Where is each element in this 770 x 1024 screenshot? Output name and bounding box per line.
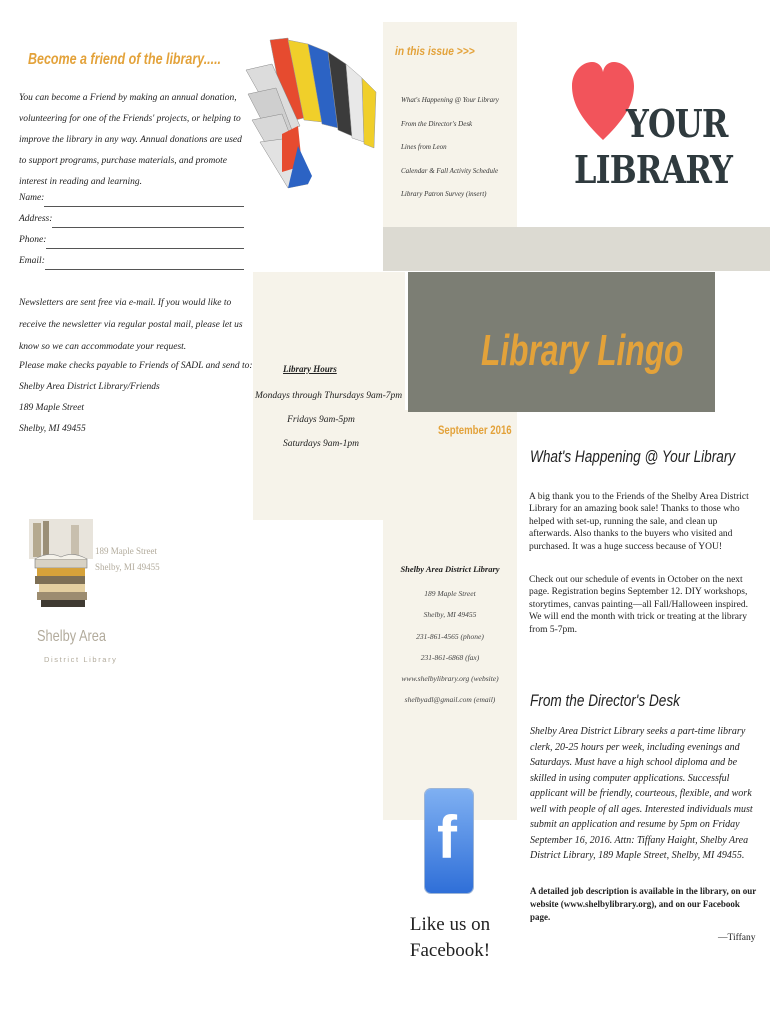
happening-paragraph-1: A big thank you to the Friends of the Shelby Area District Library for an amazing book sale! Thanks to those who helped with set-up, running the sale, and clean up afterwards. Also thanks to the buyers who visited and purchased. It was a huge success because of YOU!: [529, 492, 749, 552]
form-row-address[interactable]: [19, 214, 244, 235]
checks-instructions: [19, 356, 253, 440]
form-label-email: Email:: [19, 256, 45, 266]
membership-form: [19, 193, 244, 277]
in-this-issue-label: in this issue >>>: [395, 44, 475, 58]
logo-subtitle: District Library: [44, 655, 118, 664]
logo-your: YOUR: [626, 101, 728, 146]
facebook-line: Facebook!: [409, 940, 491, 961]
issue-item[interactable]: From the Director's Desk: [401, 119, 473, 128]
checks-line: Please make checks payable to Friends of SADL and send to:: [19, 361, 253, 371]
form-line-email[interactable]: [45, 256, 244, 270]
form-label-name: Name:: [19, 193, 45, 203]
issue-item[interactable]: What's Happening @ Your Library: [401, 96, 499, 104]
form-label-address: Address:: [19, 214, 53, 224]
logo-name: Shelby Area: [37, 628, 107, 645]
gray-band: [383, 227, 770, 271]
contact-line: 231-861-4565 (phone): [416, 631, 484, 641]
director-bold-note: A detailed job description is available in the library, on our website (www.shelbylibrary.org), and on our Facebook page.: [530, 886, 757, 922]
hours-line: Fridays 9am-5pm: [287, 415, 355, 425]
contact-list: [383, 583, 517, 711]
issue-item[interactable]: Calendar & Fall Activity Schedule: [401, 166, 499, 175]
checks-line: Shelby Area District Library/Friends: [19, 382, 160, 392]
director-heading: From the Director's Desk: [530, 691, 680, 710]
facebook-letter: f: [437, 804, 457, 871]
issue-item[interactable]: Library Patron Survey (insert): [401, 190, 487, 198]
email-link[interactable]: shelbyadl@gmail.com (email): [404, 695, 496, 705]
newsletter-note: Newsletters are sent free via e-mail. If you would like to receive the newsletter via regular postal mail, please let us know so we can accommodate your request.: [19, 298, 243, 352]
contact-name: Shelby Area District Library: [400, 564, 500, 574]
form-line-address[interactable]: [52, 214, 244, 228]
contact-line: 231-861-6868 (fax): [420, 652, 480, 662]
mailing-line: Shelby, MI 49455: [95, 562, 160, 572]
director-signature: —Tiffany: [718, 933, 756, 943]
form-row-email[interactable]: [19, 256, 244, 277]
form-label-phone: Phone:: [19, 235, 47, 245]
contact-line: 189 Maple Street: [424, 589, 476, 598]
mailing-address: [95, 543, 160, 575]
mailing-line: 189 Maple Street: [95, 546, 157, 556]
hours-line: Saturdays 9am-1pm: [283, 439, 359, 449]
hours-list: [255, 384, 403, 456]
issue-item[interactable]: Lines from Leon: [401, 143, 447, 151]
form-row-name[interactable]: [19, 193, 244, 214]
website-link[interactable]: www.shelbylibrary.org (website): [401, 674, 499, 684]
contact-line: Shelby, MI 49455: [423, 610, 477, 620]
facebook-icon[interactable]: [425, 789, 473, 893]
form-line-phone[interactable]: [46, 235, 244, 249]
hours-title: Library Hours: [283, 364, 337, 374]
hours-line: Mondays through Thursdays 9am-7pm: [255, 391, 403, 401]
heart-icon: [572, 62, 634, 142]
friends-intro: You can become a Friend by making an annual donation, volunteering for one of the Friends' projects, or helping to improve the library in any way. Annual donations are used to support programs, purchase materials, and promote interest in reading and learning.: [19, 93, 242, 187]
books-stack-image: [242, 30, 382, 190]
checks-line: Shelby, MI 49455: [19, 424, 86, 434]
director-body: Shelby Area District Library seeks a part-time library clerk, 20-25 hours per week, including evenings and Saturdays. Must have a high school diploma and be skilled in using computer applications. Successful applicant will be friendly, courteous, flexible, and work well with people of all ages. Interested individuals must submit an application and resume by 5pm on Friday September 16, 2016. Attn: Tiffany Haight, Shelby Area District Library, 189 Maple Street, Shelby, MI 49455.: [530, 726, 753, 861]
logo-library: LIBRARY: [574, 147, 733, 192]
issue-list: [401, 89, 499, 207]
facebook-callout[interactable]: [383, 912, 517, 964]
form-row-phone[interactable]: [19, 235, 244, 256]
masthead-title: Library Lingo: [481, 326, 684, 375]
friends-heading: Become a friend of the library.....: [28, 51, 222, 68]
form-line-name[interactable]: [44, 193, 244, 207]
checks-line: 189 Maple Street: [19, 403, 85, 413]
happening-paragraph-2: Check out our schedule of events in October on the next page. Registration begins September 12. DIY workshops, storytimes, canvas painting—all Fall/Halloween inspired. We will end the month with trick or treating at the library from 5-7pm.: [529, 575, 748, 635]
issue-date: September 2016: [438, 423, 512, 437]
happening-heading: What's Happening @ Your Library: [530, 447, 736, 466]
books-logo-image: [29, 519, 93, 609]
facebook-line: Like us on: [409, 914, 491, 935]
